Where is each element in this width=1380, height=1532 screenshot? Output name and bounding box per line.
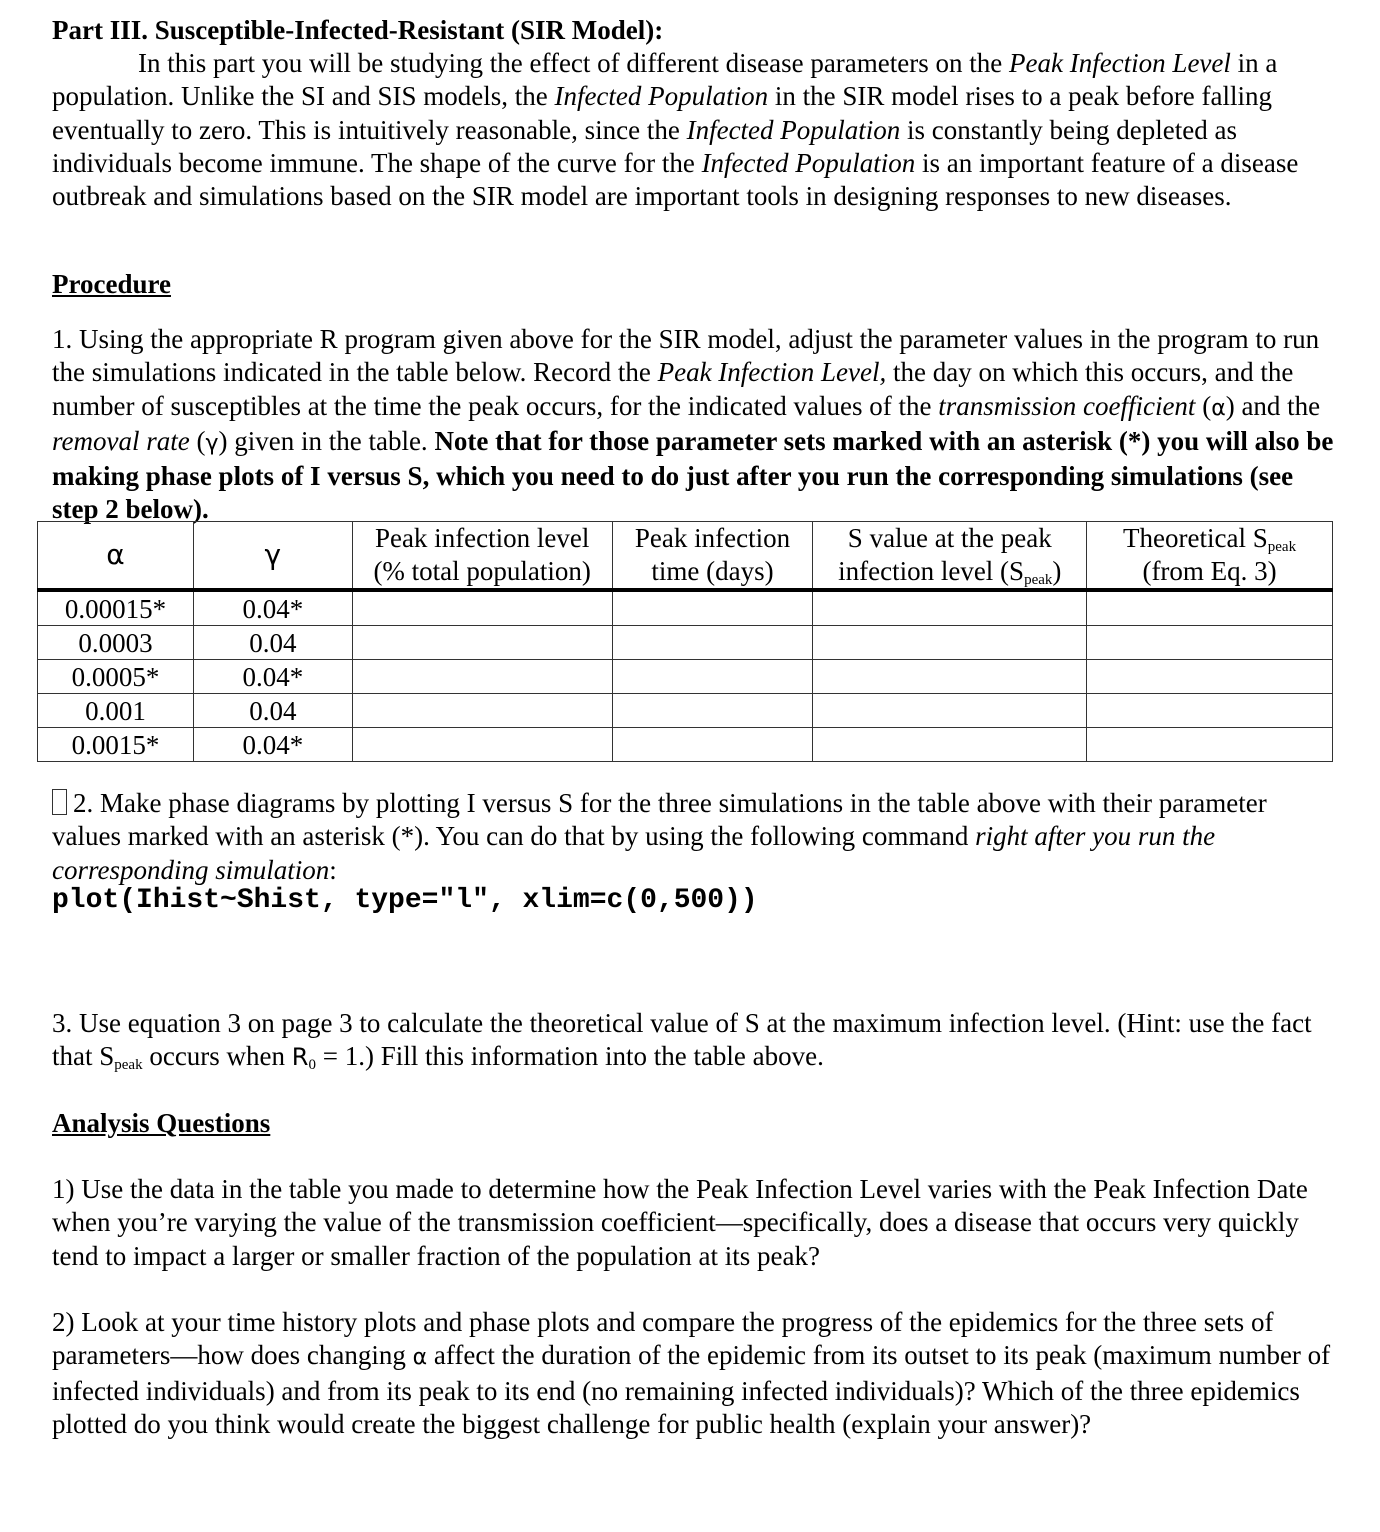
r-plot-command: plot(Ihist~Shist, type="l", xlim=c(0,500)) [52, 885, 758, 916]
subscript: peak [1024, 572, 1053, 588]
alpha-symbol: α [1211, 395, 1226, 421]
cell-peak-level[interactable] [352, 660, 612, 694]
part-title: Part III. Susceptible-Infected-Resistant (SIR Model): [52, 15, 664, 45]
cell-peak-time[interactable] [612, 694, 813, 728]
cell-theoretical-s-peak[interactable] [1087, 728, 1333, 762]
header-s-peak [813, 522, 1087, 591]
cell-peak-level[interactable] [352, 590, 612, 626]
header-text: Peak infection level [374, 523, 590, 553]
step2-emphasis: right after you run the corresponding simulation [52, 821, 1216, 885]
step1-text: ( [1195, 390, 1212, 421]
intro-emphasis: Peak Infection Level [1009, 48, 1231, 78]
r0-symbol: R [291, 1043, 309, 1072]
procedure-heading: Procedure [52, 269, 171, 299]
cell-peak-level[interactable] [352, 728, 612, 762]
cell-gamma: 0.04 [193, 626, 352, 660]
header-alpha [38, 522, 194, 591]
cell-theoretical-s-peak[interactable] [1087, 660, 1333, 694]
cell-s-peak[interactable] [813, 660, 1087, 694]
header-text: Peak infection [634, 523, 791, 553]
step3-paragraph [52, 1007, 1337, 1075]
question-2-text: affect the duration of the epidemic from its outset to its peak (maximum number of infected individuals) and from its peak to its end (no remaining infected individuals)? Which of the three epidemics plotted do you think would create the biggest challenge for public health (explain your answer)? [52, 1340, 1331, 1439]
intro-text: in a population. Unlike the SI and SIS models, the [52, 48, 1278, 112]
step1-text: 1. Using the appropriate R program given above for the SIR model, adjust the parameter values in the program to run the simulations indicated in the table below. Record the [52, 324, 1320, 388]
cell-alpha: 0.00015* [38, 590, 194, 626]
alpha-symbol: α [106, 538, 125, 571]
cell-alpha: 0.0015* [38, 728, 194, 762]
cell-gamma: 0.04* [193, 590, 352, 626]
step2-text: : [329, 854, 337, 885]
intro-paragraph [52, 47, 1332, 213]
header-text: Theoretical S [1123, 523, 1268, 553]
question-2-text: 2) Look at your time history plots and phase plots and compare the progress of the epidemics for the three sets of parameters—how does changing [52, 1307, 1274, 1371]
cell-gamma: 0.04* [193, 660, 352, 694]
cell-theoretical-s-peak[interactable] [1087, 626, 1333, 660]
step1-text: ( [189, 425, 206, 456]
intro-text: is an important feature of a disease outbreak and simulations based on the SIR model are important tools in designing responses to new diseases. [52, 147, 1299, 212]
step3-text: occurs when [142, 1041, 292, 1072]
header-text: time (days) [651, 556, 774, 586]
table-row [38, 626, 1333, 660]
header-gamma [193, 522, 352, 591]
cell-s-peak[interactable] [813, 626, 1087, 660]
header-text: infection level (S [838, 556, 1025, 586]
step1-text: ) and the [1225, 390, 1321, 421]
step3-text: 3. Use equation 3 on page 3 to calculate the theoretical value of S at the maximum infection level. (Hint: use the fact that S [52, 1008, 1312, 1072]
cell-peak-time[interactable] [612, 590, 813, 626]
header-text: (from Eq. 3) [1142, 556, 1277, 586]
step1-emphasis: Peak Infection Level, [657, 357, 887, 388]
cell-gamma: 0.04* [193, 728, 352, 762]
header-theoretical-s-peak [1087, 522, 1333, 591]
cell-alpha: 0.0003 [38, 626, 194, 660]
header-peak-time [612, 522, 813, 591]
table-row [38, 590, 1333, 626]
question-2 [52, 1306, 1337, 1441]
intro-text: In this part you will be studying the effect of different disease parameters on the [138, 48, 1009, 78]
step1-emphasis: removal rate [52, 425, 190, 456]
cell-s-peak[interactable] [813, 590, 1087, 626]
cell-peak-time[interactable] [612, 660, 813, 694]
step1-emphasis: transmission coefficient [938, 390, 1196, 421]
intro-emphasis: Infected Population [554, 81, 769, 112]
subscript: 0 [308, 1057, 316, 1074]
cell-peak-level[interactable] [352, 626, 612, 660]
cell-peak-time[interactable] [612, 626, 813, 660]
cell-s-peak[interactable] [813, 694, 1087, 728]
table-header-row [38, 522, 1333, 591]
step3-text: = 1.) Fill this information into the table above. [315, 1041, 824, 1072]
cell-alpha: 0.0005* [38, 660, 194, 694]
subscript: peak [1267, 539, 1297, 555]
missing-glyph-box-icon [52, 789, 67, 815]
table-row [38, 660, 1333, 694]
step2-text: 2. Make phase diagrams by plotting I versus S for the three simulations in the table above with their parameter values marked with an asterisk (*). You can do that by using the following command [52, 788, 1267, 852]
cell-s-peak[interactable] [813, 728, 1087, 762]
step1-text: the day on which this occurs, and the number of susceptibles at the time the peak occurs, for the indicated values of the [52, 357, 1294, 421]
step2-paragraph [52, 787, 1337, 887]
intro-emphasis: Infected Population [686, 114, 901, 145]
document-page [52, 14, 1332, 213]
intro-emphasis: Infected Population [701, 147, 916, 178]
cell-peak-time[interactable] [612, 728, 813, 762]
intro-text: is constantly being depleted as individuals become immune. The shape of the curve for the [52, 114, 1237, 178]
cell-alpha: 0.001 [38, 694, 194, 728]
simulation-table [37, 521, 1333, 762]
cell-gamma: 0.04 [193, 694, 352, 728]
header-text: ) [1052, 556, 1062, 586]
cell-peak-level[interactable] [352, 694, 612, 728]
cell-theoretical-s-peak[interactable] [1087, 694, 1333, 728]
gamma-symbol: γ [205, 430, 219, 456]
step1-text: ) given in the table. [218, 425, 435, 456]
question-1: 1) Use the data in the table you made to determine how the Peak Infection Level varies with the Peak Infection Date when you’re varying the value of the transmission coefficient—specifically, does a disease that occurs very quickly tend to impact a larger or smaller fraction of the population at its peak? [52, 1174, 1308, 1271]
header-peak-level [352, 522, 612, 591]
header-text: S value at the peak [847, 523, 1052, 553]
subscript: peak [114, 1057, 143, 1074]
step1-note: Note that for those parameter sets marked with an asterisk (*) you will also be making phase plots of I versus S, which you need to do just after you run the corresponding simulations (see step 2 below). [52, 425, 1334, 525]
header-text: (% total population) [373, 556, 591, 586]
table-row [38, 694, 1333, 728]
step1-paragraph [52, 323, 1337, 527]
intro-text: in the SIR model rises to a peak before falling eventually to zero. This is intuitively reasonable, since the [52, 81, 1273, 145]
analysis-heading: Analysis Questions [52, 1108, 271, 1138]
table-row [38, 728, 1333, 762]
cell-theoretical-s-peak[interactable] [1087, 590, 1333, 626]
gamma-symbol: γ [264, 538, 282, 571]
alpha-symbol: α [412, 1345, 428, 1371]
